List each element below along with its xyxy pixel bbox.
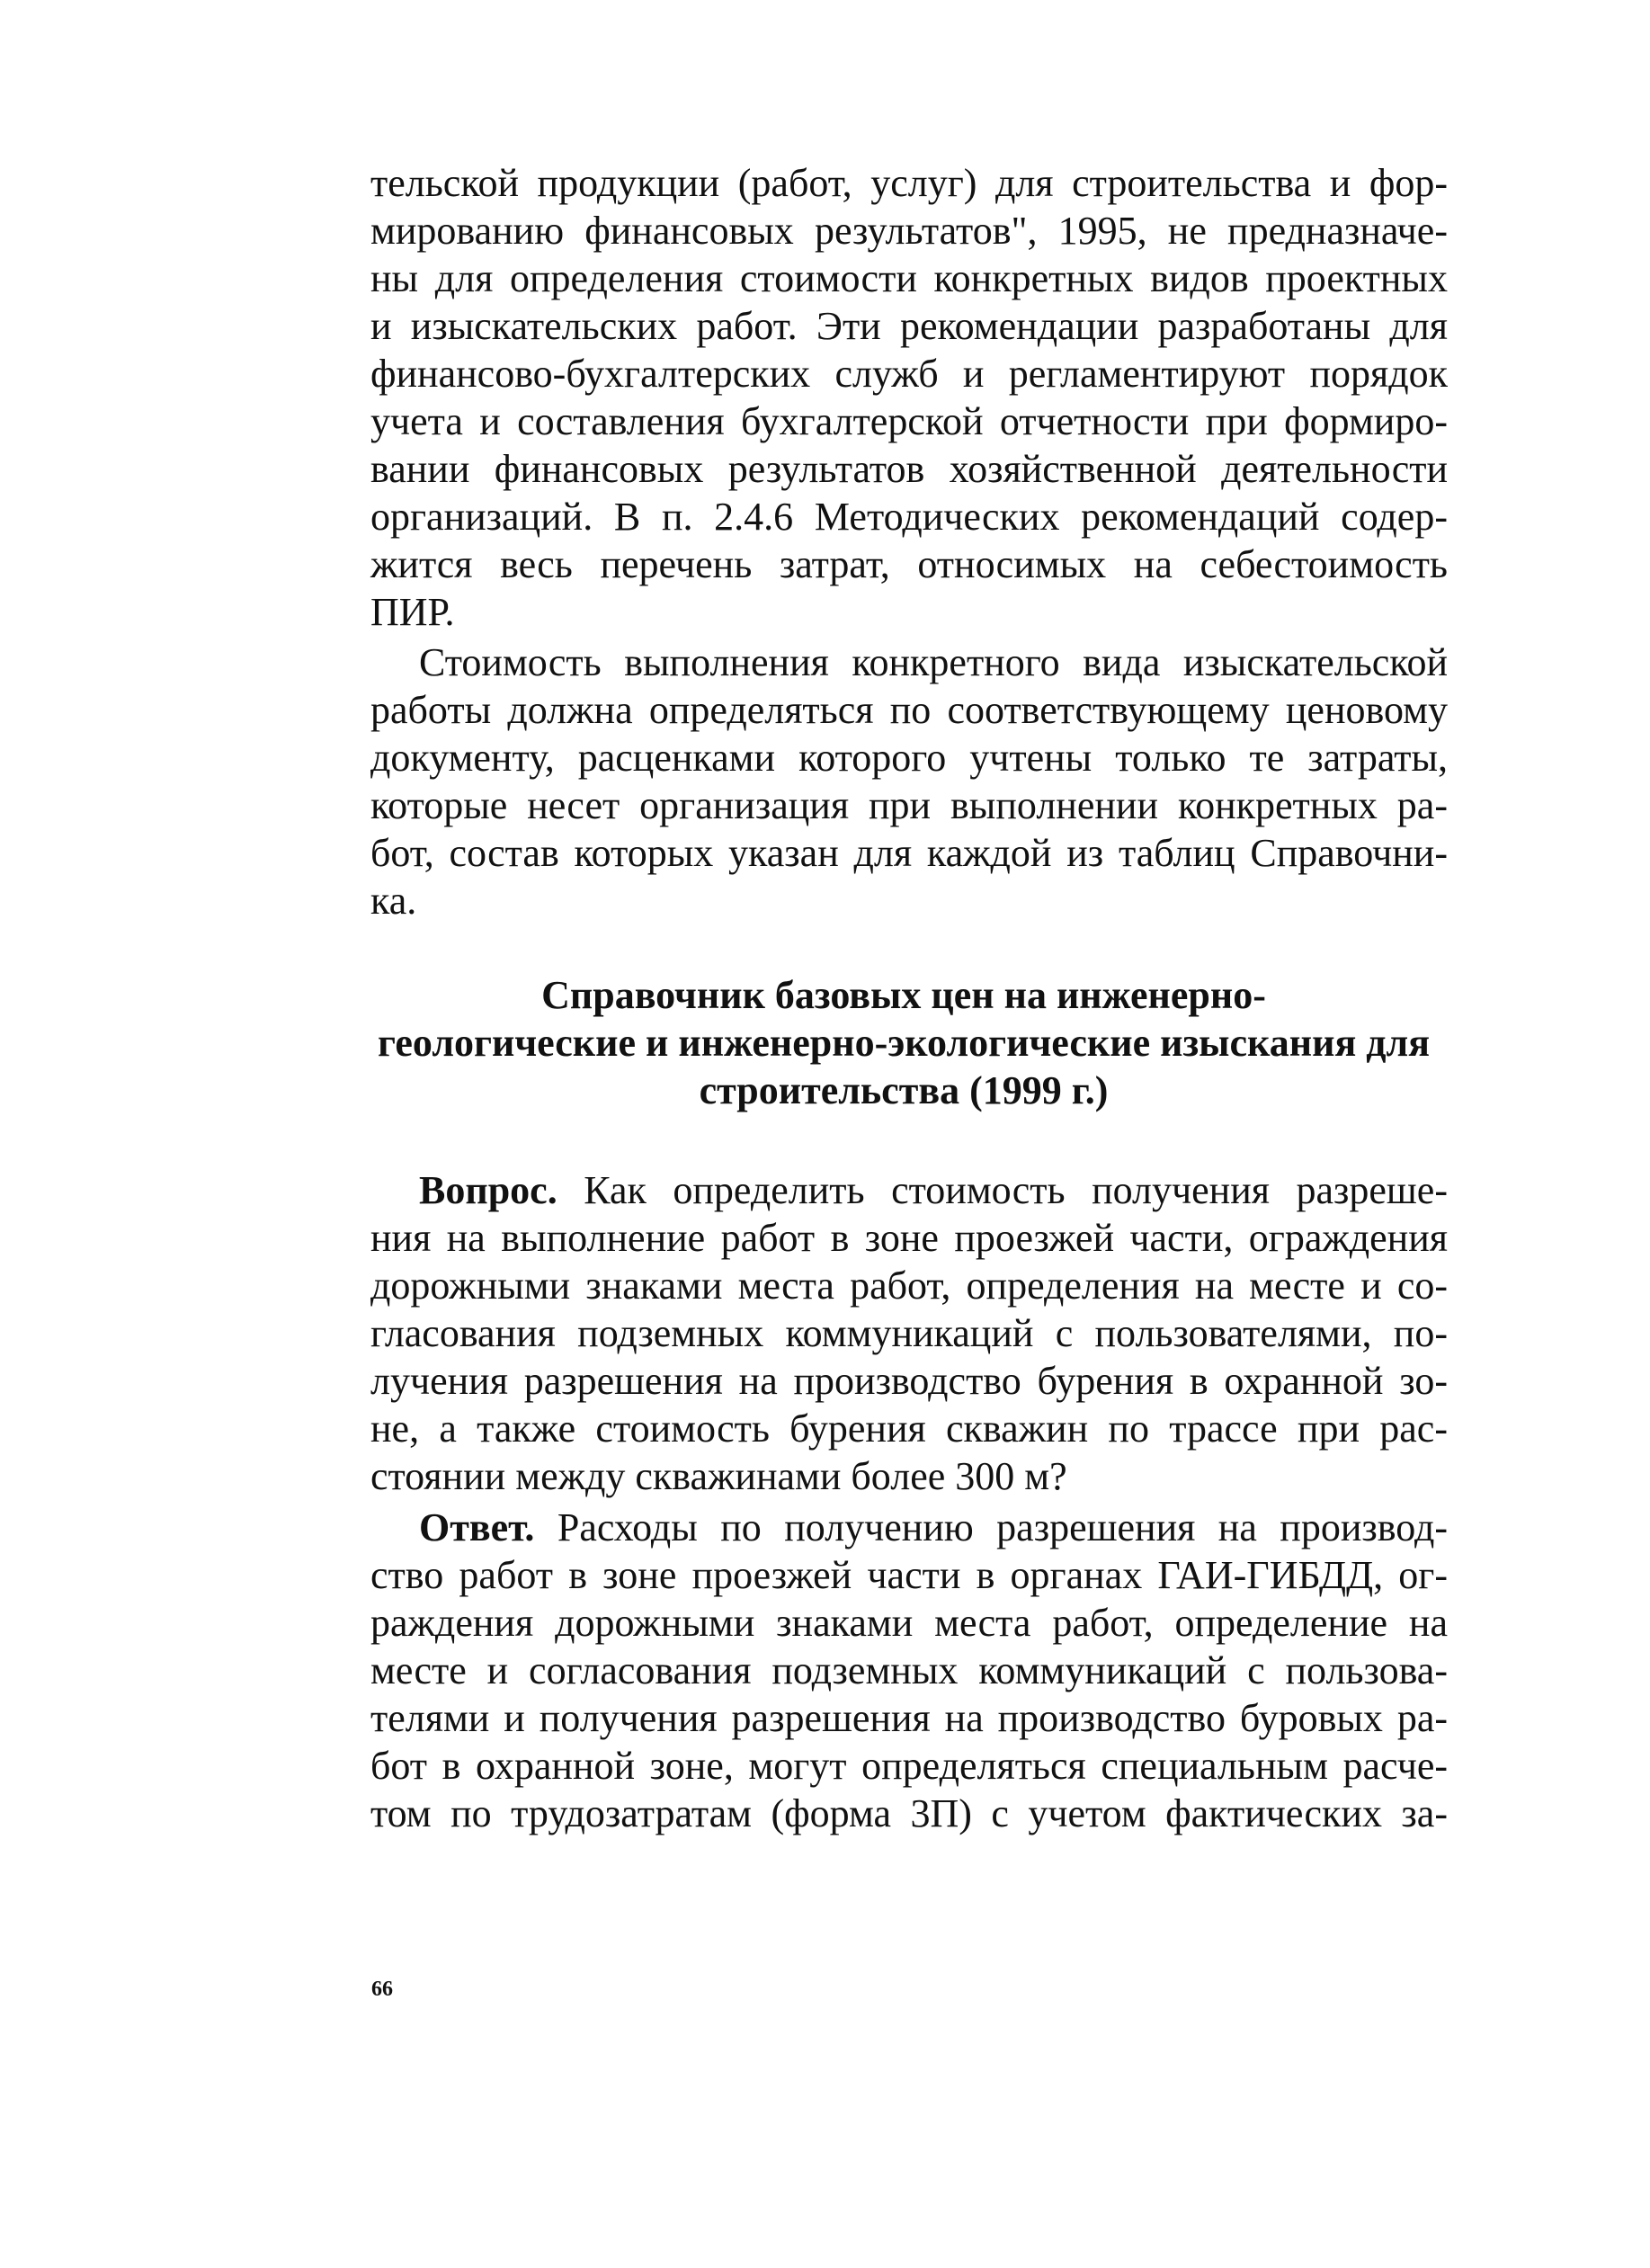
text-line: бот в охранной зоне, могут определяться специальным расче-: [370, 1744, 1448, 1788]
text-line: учета и составления бухгалтерской отчетности при формиро-: [370, 399, 1448, 443]
answer-text: Расходы по получению разрешения на производ-: [534, 1505, 1448, 1549]
text-line: ния на выполнение работ в зоне проезжей части, ограждения: [370, 1216, 1448, 1260]
answer-label: Ответ.: [419, 1505, 535, 1549]
heading-line: Справочник базовых цен на инженерно-: [541, 973, 1266, 1017]
question-text: Как определить стоимость получения разреше-: [557, 1168, 1448, 1212]
text-line: ПИР.: [370, 590, 455, 634]
text-line: том по трудозатратам (форма 3П) с учетом фактических за-: [370, 1791, 1448, 1835]
text-line: раждения дорожными знаками места работ, определение на: [370, 1601, 1448, 1645]
text-line: работы должна определяться по соответствующему ценовому: [370, 688, 1448, 732]
page-number: 66: [371, 1978, 393, 2001]
text-line: бот, состав которых указан для каждой из таблиц Справочни-: [370, 831, 1448, 875]
text-line: [419, 1166, 1448, 1214]
text-line: Стоимость выполнения конкретного вида изыскательской: [419, 640, 1448, 684]
text-line: дорожными знаками места работ, определения на месте и со-: [370, 1263, 1448, 1308]
text-line: телями и получения разрешения на производство буровых ра-: [370, 1696, 1448, 1740]
heading-line: геологические и инженерно-экологические изыскания для: [378, 1021, 1430, 1065]
text-line: жится весь перечень затрат, относимых на себестоимость: [370, 542, 1448, 586]
text-line: документу, расценками которого учтены только те затраты,: [370, 736, 1448, 780]
text-line: ство работ в зоне проезжей части в органах ГАИ-ГИБДД, ог-: [370, 1553, 1448, 1597]
text-line: не, а также стоимость бурения скважин по трассе при рас-: [370, 1406, 1448, 1451]
text-line: гласования подземных коммуникаций с пользователями, по-: [370, 1311, 1448, 1355]
text-line: тельской продукции (работ, услуг) для строительства и фор-: [370, 161, 1448, 205]
text-line: вании финансовых результатов хозяйственной деятельности: [370, 447, 1448, 491]
text-line: стоянии между скважинами более 300 м?: [370, 1454, 1067, 1498]
heading-line: строительства (1999 г.): [699, 1068, 1109, 1112]
text-line: которые несет организация при выполнении конкретных ра-: [370, 783, 1448, 827]
text-line: ны для определения стоимости конкретных видов проектных: [370, 256, 1448, 300]
question-label: Вопрос.: [419, 1168, 557, 1212]
text-line: финансово-бухгалтерских служб и регламентируют порядок: [370, 352, 1448, 396]
text-line: [419, 1504, 1448, 1551]
text-line: лучения разрешения на производство бурения в охранной зо-: [370, 1359, 1448, 1403]
text-line: мированию финансовых результатов", 1995, не предназначе-: [370, 209, 1448, 253]
text-line: организаций. В п. 2.4.6 Методических рекомендаций содер-: [370, 495, 1448, 539]
text-line: и изыскательских работ. Эти рекомендации разработаны для: [370, 304, 1448, 348]
text-line: месте и согласования подземных коммуникаций с пользова-: [370, 1648, 1448, 1692]
text-line: ка.: [370, 879, 417, 923]
